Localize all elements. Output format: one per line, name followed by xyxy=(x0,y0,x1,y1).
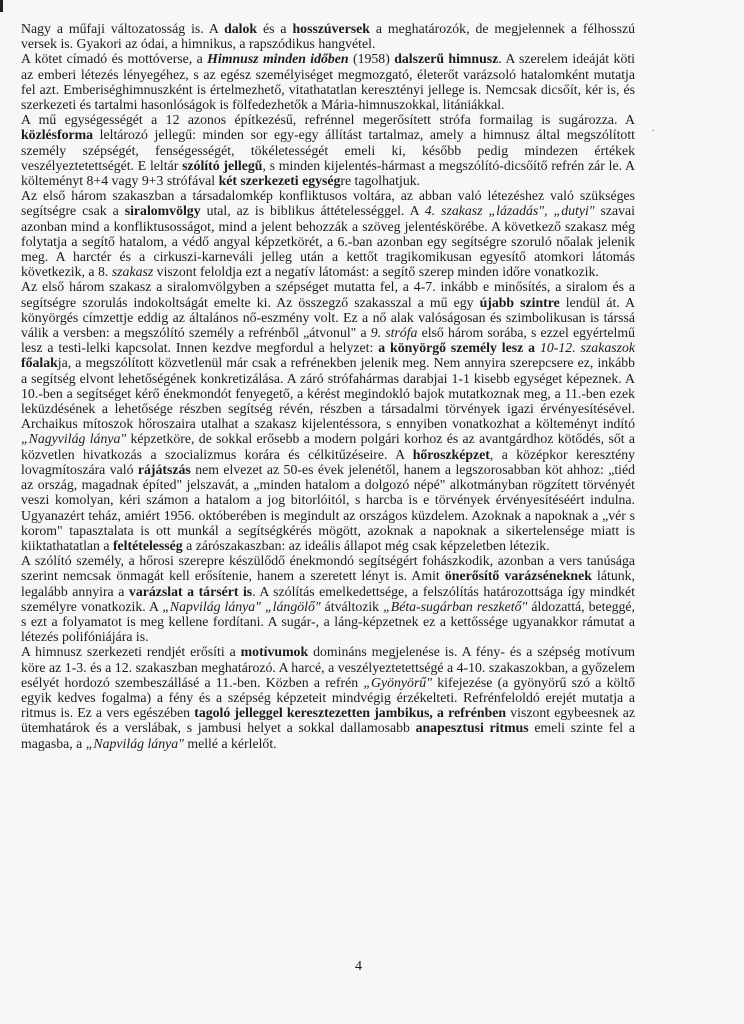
text-run: első három sorába, s ezzel egyértelmű lesz a testi-lelki kapcsolat. Innen kezdve megfordul a helyzet: xyxy=(21,325,635,356)
text-run: A szólító személy, a hőrosi szerepre készülődő énekmondó segítségért fohászkodik, azonban a vers tanúsága szerint nemcsak önmagát kell erősítenie, hanem a szeretett lényt is. Amit xyxy=(21,553,635,584)
text-run: feltételesség xyxy=(112,537,183,553)
text-run: „Napvilág lánya" xyxy=(85,735,184,751)
text-run: képzetköre, de sokkal erősebb a modern polgári korhoz és az avantgárdhoz kötődés, sőt a közvetlen hivatkozás a szocializmus korára és célkitűzéseire. A xyxy=(21,431,636,462)
text-run: A himnusz szerkezeti rendjét erősíti a xyxy=(21,644,241,660)
text-run: siralomvölgy xyxy=(124,203,201,219)
paragraph xyxy=(21,644,635,750)
paragraph xyxy=(21,188,635,279)
text-run: mellé a kérlelőt. xyxy=(183,735,277,751)
text-run: 10-12. szakaszok xyxy=(540,340,635,356)
paragraph xyxy=(21,553,635,644)
text-run: szavai azonban mind a konfliktusosságot, mind a jelent behozzák a szöveg jelentéskörébe. A következő szakasz még folytatja a segítő hatalom, a védő angyal képzetkörét, a 6.-ban azonban egy segítségre szoruló nőalak jelenik meg. A harctér és a cirkuszi-karneváli jelleg után a kettőt tragikomikusan egyesítő atomkori látomás következik, a 8. xyxy=(21,203,636,280)
scan-corner-mark xyxy=(0,0,3,12)
text-run: nem elvezet az 50-es évek jelenétől, hanem a legszorosabban köt ahhoz: „tiéd az ország, magadnak építed" jelszavát, a „minden hatalom a dolgozó népé" alkotmányban rögzített törvényét veszi komolyan, kéri számon a hatalom a jog bitorlóitól, s harcba is e törvények érvényesítéséért indulna. Ugyanazért teház, amiért 1956. októberében is megindult az országos küzdelem. Azoknak a napoknak a „vér s korom" tapasztalata is ott munkál a segítségkérés mögött, azoknak a napoknak a sikertelensége miatt is kiiktathatatlan a xyxy=(21,461,636,553)
text-run: és a xyxy=(257,21,293,36)
text-run: „Nagyvilág lánya" xyxy=(21,431,127,447)
paragraph xyxy=(21,21,635,51)
text-run: szólító jellegű xyxy=(182,157,263,173)
text-run: domináns megjelenése is. A fény- és a szépség motívum köre az 1-3. és a 12. szakaszban meghatározó. A harcé, a veszélyeztetettségé a 4-10. szakaszokban, a győzelem esélyét hordozó szembeszállásé a 11.-ben. Közben a refrén xyxy=(21,644,635,690)
text-run: re tagolhatjuk. xyxy=(340,173,421,189)
text-run: 9. strófa xyxy=(370,325,418,341)
text-run: önerősítő varázséneknek xyxy=(444,568,592,584)
text-run: főalak xyxy=(21,355,58,371)
text-run: „dutyi" xyxy=(553,203,595,219)
text-run: lendül át. A könyörgés címzettje eddig az általános nő-eszmény volt. Ez a nő alak valóságosan és szimbolikusan is társsá válik a versben: a megszólító személy a refrénből „átvonul" a xyxy=(21,294,635,341)
text-run: A kötet címadó és mottóverse, a xyxy=(21,51,208,67)
text-run: tagoló jelleggel keresztezetten jambikus, a refrénben xyxy=(194,705,507,721)
text-run: utal, az is biblikus áttételességgel. A xyxy=(200,203,425,219)
document-body xyxy=(21,21,635,751)
text-run: rájátszás xyxy=(137,461,191,477)
text-run: Az első három szakaszban a társadalomkép konfliktusos voltára, az abban való létezéshez való szükséges segítségre csak a xyxy=(21,188,635,219)
text-run: „Gyönyörű" xyxy=(363,674,433,690)
text-run: újabb szintre xyxy=(479,294,560,310)
paragraph xyxy=(21,51,635,112)
text-run: viszont feloldja ezt a negatív látomást: a segítő szerep minden időre vonatkozik. xyxy=(153,264,599,280)
text-run: 4. szakasz xyxy=(424,203,483,219)
text-run: . A szerelem ideáját köti az emberi létezés lényegéhez, s az egész személyiséget megmozgató, életerőt varázsoló hatalomként mutatja fel azt. Emberiséghimnuszként is értelmezhető, vitathatatlan keresztényi jellege is. Nemcsak dicsőít, kér is, és szerkezeti és tartalmi hasonlóságok is fölfedezhetők a Mária-himnuszokkal, litániákkal. xyxy=(21,51,636,113)
text-run: „Béta-sugárban reszkető" xyxy=(383,598,528,614)
text-run: . A szólítás emelkedettsége, a felszólítás határozottsága így mindkét személyre vonatkozik. A xyxy=(21,583,636,614)
text-run: ja, a megszólított közvetlenül már csak a refrénekben jelenik meg. Nem annyira szerepcsere ez, inkább a segítség elvont lehetőségének konkretizálása. A záró strófahármas darabjai 1-1 kisebb egységet képeznek. A 10.-ben a segítséget kérő énekmondót fenyegető, a kérést megindokló bajok mutatkoznak meg, a 11.-ben ezek leküzdésének a lehetősége részben segítség révén, részben a társadalmi törvények igazi érvényesítésével. Archaikus mítoszok hőroszaira utalhat a szakasz kijelentéssora, s ennyiben vonatkozhat a költeményt indító xyxy=(21,355,635,432)
text-run: varázslat a társért is xyxy=(128,583,253,599)
text-run: motívumok xyxy=(240,644,309,660)
text-run: leltározó jellegű: minden sor egy-egy állítást tartalmaz, amely a himnusz által megszólított személy szépségét, fenségességét, tökéletességét emeli ki, később pedig mindezen értékek veszélyeztetettségét. E leltár xyxy=(21,127,635,173)
text-run: két szerkezeti egység xyxy=(218,173,341,189)
text-run: látunk, legalább annyira a xyxy=(21,568,635,599)
text-run: kifejezése (a gyönyörű szó a költő egyik kedves fogalma) a fény és a szépség képzeteit mindvégig érzékelteti. Refrénfeloldó erejét mutatja a ritmus is. Ez a vers egészében xyxy=(21,674,635,721)
text-run: a könyörgő személy lesz a xyxy=(378,340,536,356)
text-run: Az első három szakasz a siralomvölgyben a szépséget mutatta fel, a 4-7. inkább e minősítés, a siralom és a segítségre szorulás indokoltságát emelte ki. Az összegző szakasszal a mű egy xyxy=(21,279,635,310)
text-run: „lázadás" xyxy=(488,203,545,219)
text-run: Nagy a műfaji változatosság is. A xyxy=(21,21,225,36)
text-run: , xyxy=(544,203,554,219)
margin-mark: . xyxy=(652,123,655,134)
text-run: , s minden kijelentés-hármast a megszólító-dicsőítő refrén zár le. A költeményt 8+4 vagy 9+3 strófával xyxy=(21,157,635,189)
text-run: dalok xyxy=(224,21,258,36)
text-run: a meghatározók, de megjelennek a félhosszú versek is. Gyakori az ódai, a himnikus, a rapszódikus hangvétel. xyxy=(21,21,636,52)
text-run: anapesztusi ritmus xyxy=(415,720,529,736)
text-run: viszont egybeesnek az ütemhatárok és a verslábak, s jambusi helyet a sokkal dallamosabb xyxy=(21,705,636,736)
text-run: „Napvilág lánya" „lángölő" xyxy=(162,598,321,614)
text-run: Himnusz minden időben xyxy=(207,51,349,67)
text-run: áldozattá, beteggé, s ezt a folyamatot is meg kellene fordítani. A sugár-, a láng-képzetnek ez a kettőssége ugyanakkor rámutat a létezés polifóniájára is. xyxy=(21,598,636,645)
text-run: a zárószakaszban: az ideális állapot még csak képzeletben létezik. xyxy=(182,537,550,553)
paragraph xyxy=(21,279,635,553)
page-number: 4 xyxy=(355,959,362,974)
text-run: emeli szinte fel a magasba, a xyxy=(21,720,635,751)
text-run: hőroszképzet xyxy=(412,446,490,462)
text-run: dalszerű himnusz xyxy=(394,51,499,67)
text-run: szakasz xyxy=(111,264,154,280)
text-run: , a középkor keresztény lovagmítoszára való xyxy=(21,446,635,477)
text-run: hosszúversek xyxy=(292,21,370,36)
paragraph xyxy=(21,112,635,188)
text-run: (1958) xyxy=(348,51,395,67)
text-run: átváltozik xyxy=(320,598,384,614)
text-run: A mű egységességét a 12 azonos építkezésű, refrénnel megerősített strófa formailag is sugározza. A xyxy=(21,112,635,128)
text-run: közlésforma xyxy=(21,127,94,143)
